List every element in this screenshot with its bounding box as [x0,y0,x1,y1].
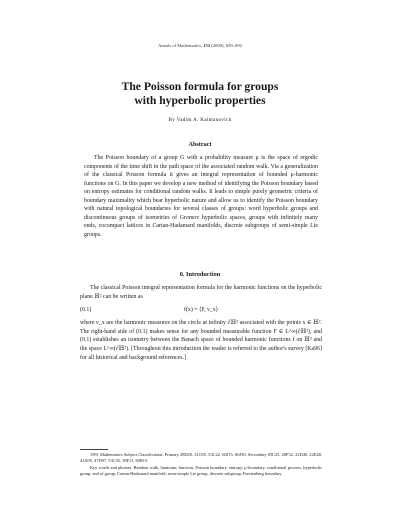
journal-volume: 152 [203,43,211,48]
title-line-1: The Poisson formula for groups [121,80,279,93]
abstract-body [84,154,318,239]
paper-title [0,80,400,107]
journal-year-pages: (2000), 659–692 [211,43,242,48]
journal-header [0,43,400,48]
abstract-text: The Poisson boundary of a group G with a probability measure μ is the space of ergodic components of the time shift in the path space of the associated random walk. Via a generalization of the classical Poisson formula it gives an integral representation of bounded μ-harmonic functions on G. In this paper we develop a new method of identifying the Poisson boundary based on entropy estimates for conditional random walks. It leads to simple purely geometric criteria of boundary maximality which bear hyperbolic nature and allow us to identify the Poisson boundary with natural topological boundaries for several classes of groups: word hyperbolic groups and discontinuous groups of isometries of Gromov hyperbolic spaces, groups with infinitely many ends, cocompact lattices in Cartan-Hadamard manifolds, discrete subgroups of semi-simple Lie groups. [84,155,318,238]
abstract-heading: Abstract [188,141,212,148]
footnote-block [80,452,322,477]
equation-row [80,303,322,318]
author-line: By Vadim A. Kaimanovich [168,117,232,123]
section-body [80,284,322,362]
equation-number: (0.1) [80,307,92,314]
title-line-2: with hyperbolic properties [134,93,266,107]
footnote-rule [80,449,108,450]
equation: f(x) = ⟨F, ν_x⟩ [184,307,218,314]
section-heading: 0. Introduction [179,271,221,278]
journal-name: Annals of Mathematics, [158,43,203,48]
intro-paragraph-2: where ν_x are the harmonic measures on the circle at infinity ∂ℍ² associated with the points x ∈ ℍ². The right-hand side of (0.1) makes sense for any bounded measurable function F ∈ L^∞(∂ℍ²), and (0.1) establishes an isometry between the Banach space of bounded harmonic functions f on ℍ² and the space L^∞(∂ℍ²). [Throughout this introduction the reader is referred to the author's survey [Ka96] for all historical and background references.] [80,320,322,361]
footnote-keywords: Key words and phrases. Random walk, harmonic function, Poisson boundary, entropy, μ-boundary, conditional process, hyperbolic group, end of group, Cartan-Hadamard manifold, semi-simple Lie group, discrete subgroup, Furstenberg boundary. [80,464,322,476]
footnote-msc: 1991 Mathematics Subject Classification. Primary 28D20, 31C05, 53C22, 60J15, 60J50; Secondary 05C25, 20F32, 22D40, 22E40, 43A05, 47D07, 53C35, 58F11, 60B15. [80,452,322,464]
intro-paragraph-1: The classical Poisson integral representation formula for the harmonic functions on the hyperbolic plane ℍ² can be written as [80,285,322,300]
